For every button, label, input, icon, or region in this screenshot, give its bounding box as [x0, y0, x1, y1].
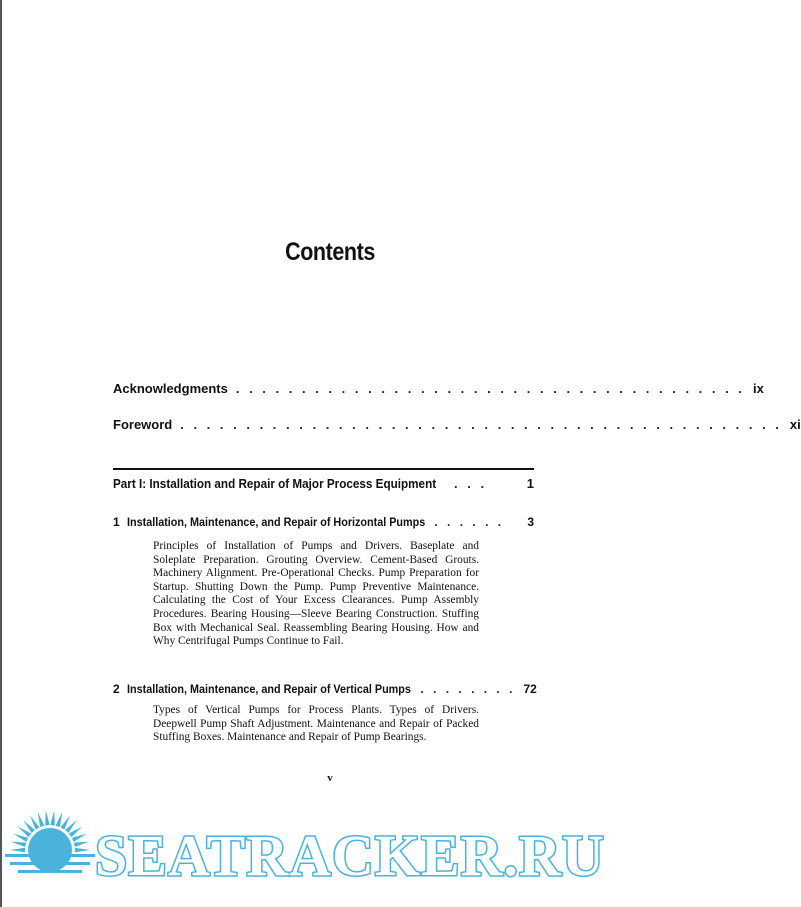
toc-entry-page: xi: [789, 417, 801, 432]
toc-entry-chapter-1[interactable]: [113, 515, 534, 529]
watermark-sun-ray: [74, 842, 89, 847]
watermark-text: SEATRACKER.RU: [95, 823, 605, 888]
page-edge-rule: [0, 0, 2, 907]
watermark-sun-ray: [45, 810, 49, 825]
toc-leader-dots: . . . . . .: [434, 515, 505, 529]
toc-entry-page: 3: [527, 515, 534, 529]
toc-leader-dots: . . . . . . . . . . . . . . . . . . . . . . . . . . . . . . . . . . . . . . .: [235, 381, 745, 396]
watermark-sun-ray: [50, 810, 54, 825]
watermark-sun-ray: [38, 812, 45, 827]
toc-entry-foreword[interactable]: [113, 417, 801, 432]
chapter-number: 1: [113, 515, 120, 529]
part-divider-rule: [113, 468, 534, 470]
watermark-sun-ray: [75, 848, 90, 852]
toc-leader-dots: . . .: [454, 476, 488, 491]
toc-entry-label: Installation, Maintenance, and Repair of Vertical Pumps: [127, 682, 411, 696]
watermark-wave-line: [5, 854, 95, 857]
toc-leader-dots: . . . . . . . . . . . . . . . . . . . . . . . . . . . . . . . . . . . . . . . . . . . . . .: [180, 417, 782, 432]
watermark-sun-core: [28, 828, 72, 872]
watermark-sun-ray: [13, 834, 28, 842]
chapter-2-description: Types of Vertical Pumps for Process Plants. Types of Drivers. Deepwell Pump Shaft Adjustment. Maintenance and Repair of Packed Stuffing Boxes. Maintenance and Repair of Pump Bearings.: [153, 704, 479, 744]
toc-leader-dots: . . . . . . . .: [420, 682, 516, 696]
toc-entry-label: Acknowledgments: [113, 381, 228, 396]
watermark-wave-line: [18, 870, 82, 873]
toc-entry-page: 1: [526, 476, 534, 491]
page-folio: v: [327, 772, 333, 784]
toc-entry-label: Part I: Installation and Repair of Major Process Equipment: [113, 476, 437, 491]
watermark-sun-ray: [72, 834, 87, 842]
toc-entry-chapter-2[interactable]: [113, 682, 537, 696]
toc-entry-part-1[interactable]: [113, 476, 534, 491]
watermark-sun-ray: [56, 812, 63, 827]
toc-entry-label: Installation, Maintenance, and Repair of Horizontal Pumps: [127, 515, 426, 529]
watermark-sun-ray: [11, 842, 26, 847]
toc-entry-page: 72: [523, 682, 537, 696]
chapter-number: 2: [113, 682, 120, 696]
page-title: Contents: [285, 238, 375, 266]
watermark-wave-line: [10, 862, 90, 865]
toc-entry-acknowledgments[interactable]: [113, 381, 764, 396]
watermark-sun-ray: [10, 848, 25, 852]
toc-entry-page: ix: [752, 381, 764, 396]
chapter-1-description: Principles of Installation of Pumps and Drivers. Baseplate and Soleplate Preparation. Grouting Overview. Cement-Based Grouts. Machinery Alignment. Pre-Operational Checks. Pump Preparation for Startup. Shutting Down the Pump. Pump Preventive Maintenance. Calculating the Cost of Your Excess Clearances. Pump Assembly Procedures. Bearing Housing—Sleeve Bearing Construction. Stuffing Box with Mechanical Seal. Reassembling Bearing Housing. How and Why Centrifugal Pumps Continue to Fail.: [153, 540, 479, 648]
toc-entry-label: Foreword: [113, 417, 173, 432]
